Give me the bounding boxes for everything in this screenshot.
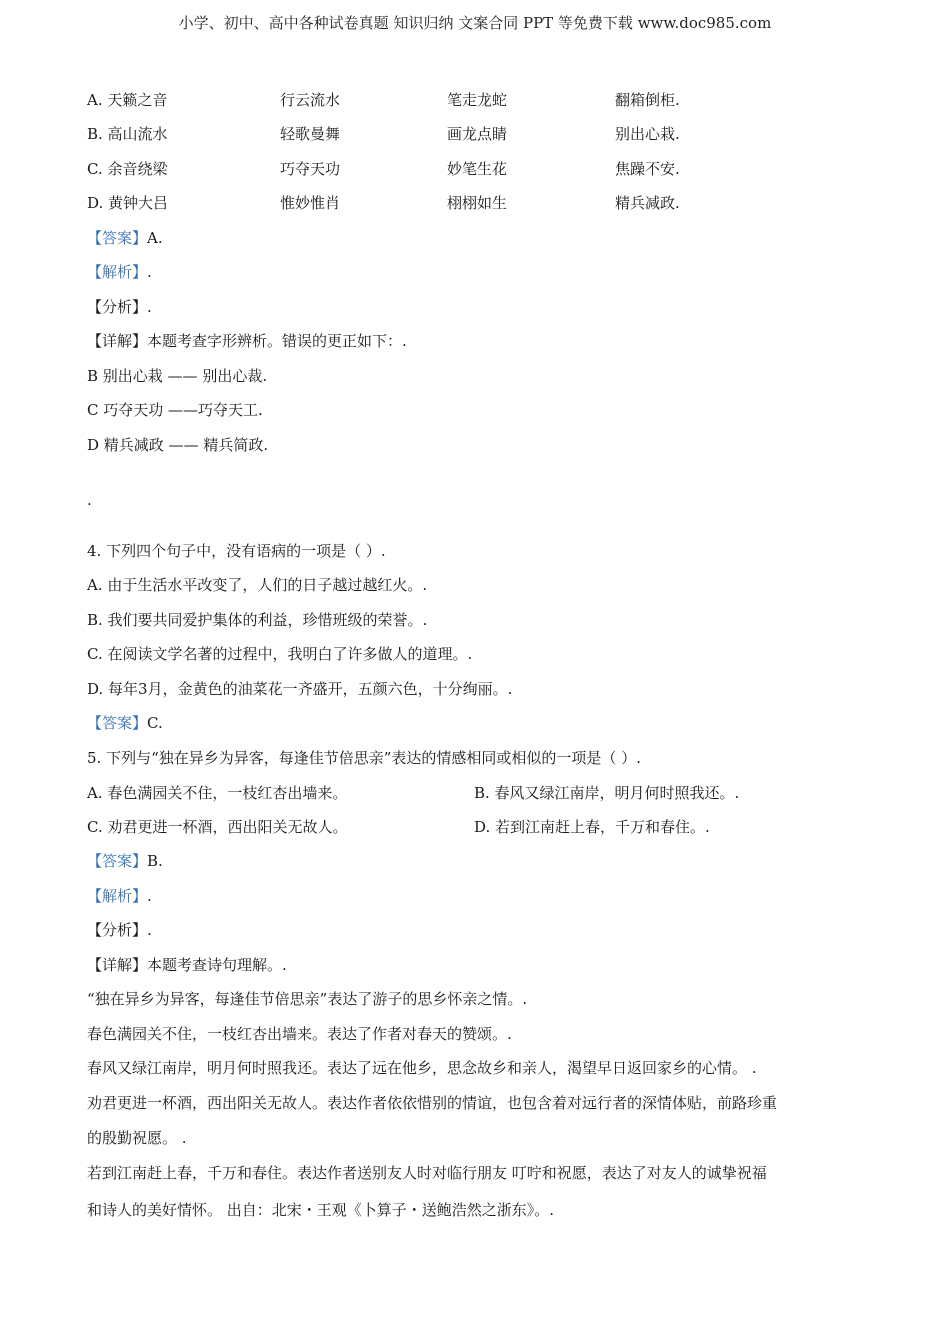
q5-explain-line: 的殷勤祝愿。 . [87,1129,187,1147]
q3-option-d-3: 栩栩如生 [447,194,508,212]
q3-option-a-2: 行云流水 [280,91,341,109]
q3-option-c-3: 妙笔生花 [447,160,508,178]
q3-tail: . [87,491,92,509]
q5-option-d: D. 若到江南赶上春，千万和春住。. [474,818,710,836]
q5-fenxi: 【分析】. [87,921,152,939]
q3-option-a-3: 笔走龙蛇 [447,91,508,109]
q5-explain-line: 春色满园关不住，一枝红杏出墙来。表达了作者对春天的赞颂。. [87,1025,512,1043]
q5-option-a: A. 春色满园关不住，一枝红杏出墙来。 [87,784,348,802]
q3-option-c-1: C. 余音绕梁 [87,160,168,178]
q3-correction: D 精兵减政 —— 精兵简政. [87,436,269,454]
page-header: 小学、初中、高中各种试卷真题 知识归纳 文案合同 PPT 等免费下载 www.doc985.com [178,14,772,32]
q3-option-c-2: 巧夺天功 [280,160,341,178]
q3-option-b-2: 轻歌曼舞 [280,125,341,143]
answer-tag: 【答案】 [87,229,148,247]
q3-option-b-4: 别出心栽. [615,125,680,143]
analysis-value: . [147,887,152,905]
q5-explain-line: 春风又绿江南岸，明月何时照我还。表达了远在他乡，思念故乡和亲人，渴望早日返回家乡的心情。 . [87,1059,757,1077]
q3-option-a-1: A. 天籁之音 [87,91,168,109]
answer-value: C. [147,714,163,732]
q5-option-b: B. 春风又绿江南岸，明月何时照我还。. [474,784,740,802]
q5-explain-line: 和诗人的美好情怀。 出自：北宋・王观《卜算子・送鲍浩然之浙东》。. [87,1201,555,1219]
analysis-tag: 【解析】 [87,887,148,905]
q3-option-d-1: D. 黄钟大吕 [87,194,169,212]
q3-correction: B 别出心栽 —— 别出心裁. [87,367,268,385]
analysis-value: . [147,263,152,281]
q4-stem: 4. 下列四个句子中，没有语病的一项是（ ）. [87,542,386,560]
q4-option-d: D. 每年3月，金黄色的油菜花一齐盛开，五颜六色，十分绚丽。. [87,680,513,698]
answer-tag: 【答案】 [87,852,148,870]
q3-option-c-4: 焦躁不安. [615,160,680,178]
q5-explain-line: 若到江南赶上春，千万和春住。表达作者送别友人时对临行朋友 叮咛和祝愿，表达了对友人的诚挚祝福 [87,1164,767,1182]
q4-option-b: B. 我们要共同爱护集体的利益，珍惜班级的荣誉。. [87,611,428,629]
q3-option-b-3: 画龙点睛 [447,125,508,143]
answer-tag: 【答案】 [87,714,148,732]
q3-fenxi: 【分析】. [87,298,152,316]
q4-option-a: A. 由于生活水平改变了，人们的日子越过越红火。. [87,576,428,594]
q3-answer [87,228,163,248]
q5-analysis [87,886,152,906]
q5-answer [87,851,163,871]
q5-detail: 【详解】本题考查诗句理解。. [87,956,287,974]
q3-correction: C 巧夺天功 ——巧夺天工. [87,401,263,419]
q3-detail: 【详解】本题考查字形辨析。错误的更正如下：. [87,332,407,350]
q5-explain-line: “独在异乡为异客，每逢佳节倍思亲”表达了游子的思乡怀亲之情。. [87,990,528,1008]
q3-option-d-2: 惟妙惟肖 [280,194,341,212]
q4-answer [87,713,163,733]
answer-value: B. [147,852,163,870]
q3-option-d-4: 精兵减政. [615,194,680,212]
q5-explain-line: 劝君更进一杯酒，西出阳关无故人。表达作者依依惜别的情谊，也包含着对远行者的深情体贴，前路珍重 [87,1094,778,1112]
answer-value: A. [147,229,163,247]
q3-option-a-4: 翻箱倒柜. [615,91,680,109]
q3-option-b-1: B. 高山流水 [87,125,168,143]
analysis-tag: 【解析】 [87,263,148,281]
q5-stem: 5. 下列与“独在异乡为异客，每逢佳节倍思亲”表达的情感相同或相似的一项是（ ）. [87,749,641,767]
q3-analysis [87,262,152,282]
q4-option-c: C. 在阅读文学名著的过程中，我明白了许多做人的道理。. [87,645,473,663]
q5-option-c: C. 劝君更进一杯酒，西出阳关无故人。 [87,818,348,836]
